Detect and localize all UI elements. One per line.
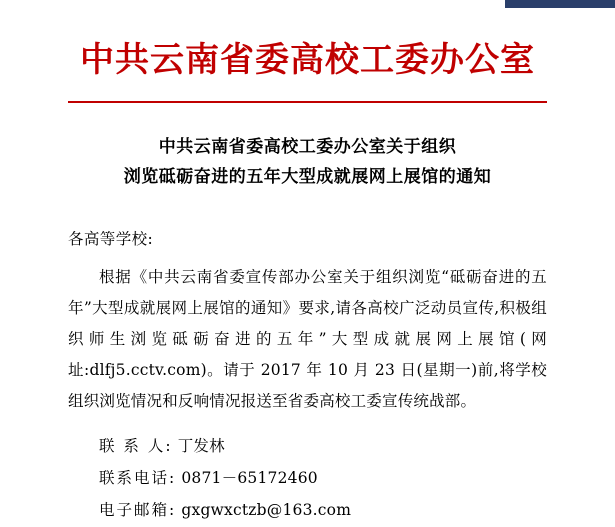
top-edge-white-strip	[0, 0, 470, 7]
document-title-line-2: 浏览砥砺奋进的五年大型成就展网上展馆的通知	[123, 167, 492, 188]
document-title-line-1: 中共云南省委高校工委办公室关于组织	[158, 137, 457, 158]
document-salutation: 各高等学校:	[68, 229, 154, 248]
contact-person-label: 联 系 人:	[99, 437, 173, 456]
contact-person-line	[68, 431, 547, 463]
contact-phone-line	[68, 463, 547, 495]
document-title	[68, 133, 547, 193]
contact-block	[68, 431, 547, 526]
document-masthead: 中共云南省委高校工委办公室	[80, 40, 535, 80]
contact-phone-value: 0871－65172460	[181, 469, 318, 488]
top-edge-gap	[470, 0, 505, 8]
top-edge-blue-bar	[505, 0, 615, 8]
masthead-red-rule	[68, 101, 547, 103]
contact-phone-label: 联系电话:	[99, 469, 177, 488]
contact-email-label: 电子邮箱:	[99, 500, 177, 519]
document-body-paragraph: 根据《中共云南省委宣传部办公室关于组织浏览“砥砺奋进的五年”大型成就展网上展馆的通知》要求,请各高校广泛动员宣传,积极组织师生浏览砥砺奋进的五年”大型成就展网上展馆(网址:dlfj5.cctv.com)。请于 2017 年 10 月 23 日(星期一)前,将学校组织浏览情况和反响情况报送至省委高校工委宣传统战部。	[68, 268, 547, 411]
document-content	[0, 8, 615, 522]
contact-person-value: 丁发林	[177, 437, 225, 456]
contact-email-value: gxgwxctzb@163.com	[181, 500, 352, 519]
